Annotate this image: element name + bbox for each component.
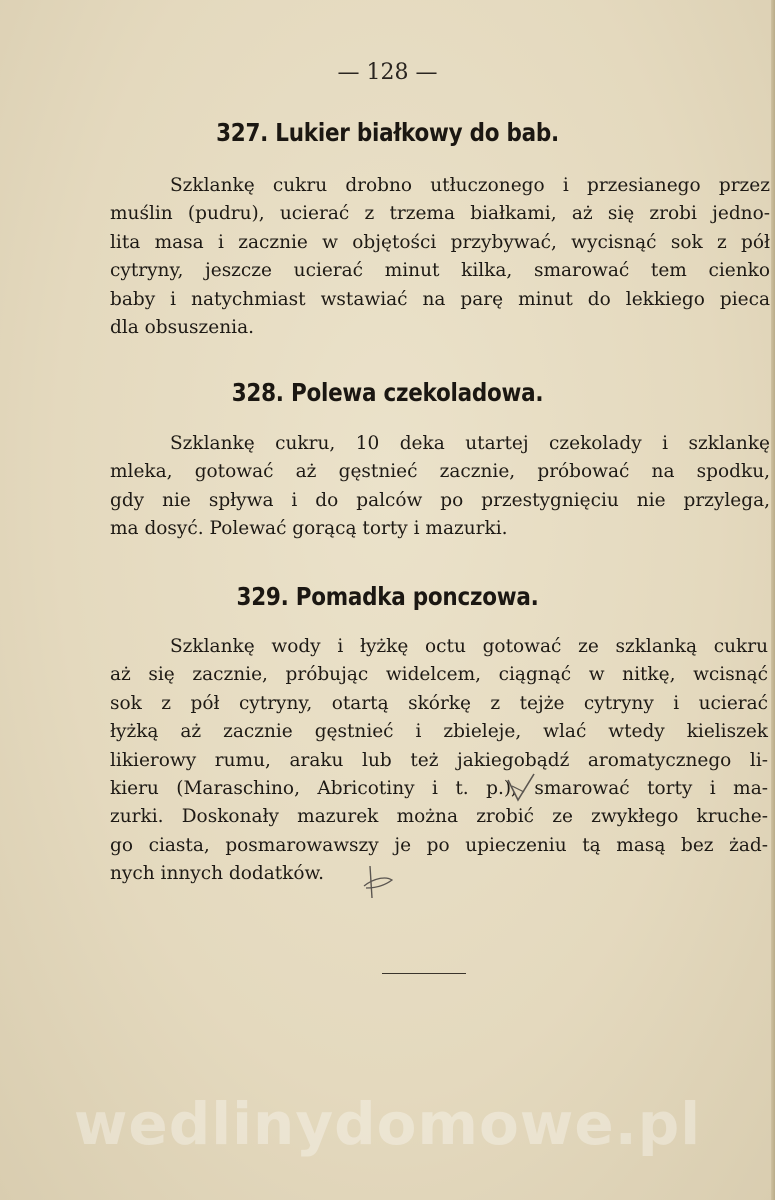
text-line: sok z pół cytryny, otartą skórkę z tejże cytryny i ucierać <box>110 692 768 714</box>
recipe-text-327 <box>110 172 770 342</box>
page-edge <box>771 0 775 1200</box>
recipe-heading-327: 327. Lukier białkowy do bab. <box>216 118 559 147</box>
pencil-check-icon <box>504 772 540 806</box>
text-line: dla obsuszenia. <box>110 316 254 338</box>
text-line: gdy nie spływa i do palców po przestygnięciu nie przylega, <box>110 489 770 511</box>
text-line: Szklankę cukru drobno utłuczonego i przesianego przez <box>170 175 770 196</box>
page-number: — 128 — <box>337 60 438 85</box>
text-line: kieru (Maraschino, Abricotiny i t. p.), smarować torty i ma- <box>110 777 768 799</box>
text-line: łyżką aż zacznie gęstnieć i zbieleje, wlać wtedy kieliszek <box>110 721 768 743</box>
recipe-text-329 <box>110 633 768 889</box>
recipe-heading-328: 328. Polewa czekoladowa. <box>231 378 544 407</box>
text-line: zurki. Doskonały mazurek można zrobić ze zwykłego kruche- <box>110 806 768 828</box>
text-line: nych innych dodatków. <box>110 863 325 885</box>
text-line: aż się zacznie, próbując widelcem, ciągnąć w nitkę, wcisnąć <box>110 664 768 686</box>
end-rule <box>382 973 466 974</box>
text-line: lita masa i zacznie w objętości przybywać, wycisnąć sok z pół <box>110 231 770 253</box>
recipe-text-328 <box>110 430 770 544</box>
text-line: ma dosyć. Polewać gorącą torty i mazurki. <box>110 518 508 540</box>
pencil-end-mark-icon <box>358 862 398 902</box>
text-line: mleka, gotować aż gęstnieć zacznie, próbować na spodku, <box>110 461 770 483</box>
text-line: muślin (pudru), ucierać z trzema białkami, aż się zrobi jedno- <box>110 203 770 225</box>
recipe-heading-329: 329. Pomadka ponczowa. <box>236 582 539 611</box>
text-line: likierowy rumu, araku lub też jakiegobądź aromatycznego li- <box>110 749 768 771</box>
text-line: baby i natychmiast wstawiać na parę minut do lekkiego pieca <box>110 288 770 310</box>
text-line: cytryny, jeszcze ucierać minut kilka, smarować tem cienko <box>110 260 770 282</box>
watermark: wedlinydomowe.pl <box>73 1090 702 1158</box>
text-line: Szklankę wody i łyżkę octu gotować ze szklanką cukru <box>170 636 768 657</box>
text-line: go ciasta, posmarowawszy je po upieczeniu tą masą bez żad- <box>110 834 768 856</box>
text-line: Szklankę cukru, 10 deka utartej czekolady i szklankę <box>170 433 770 454</box>
